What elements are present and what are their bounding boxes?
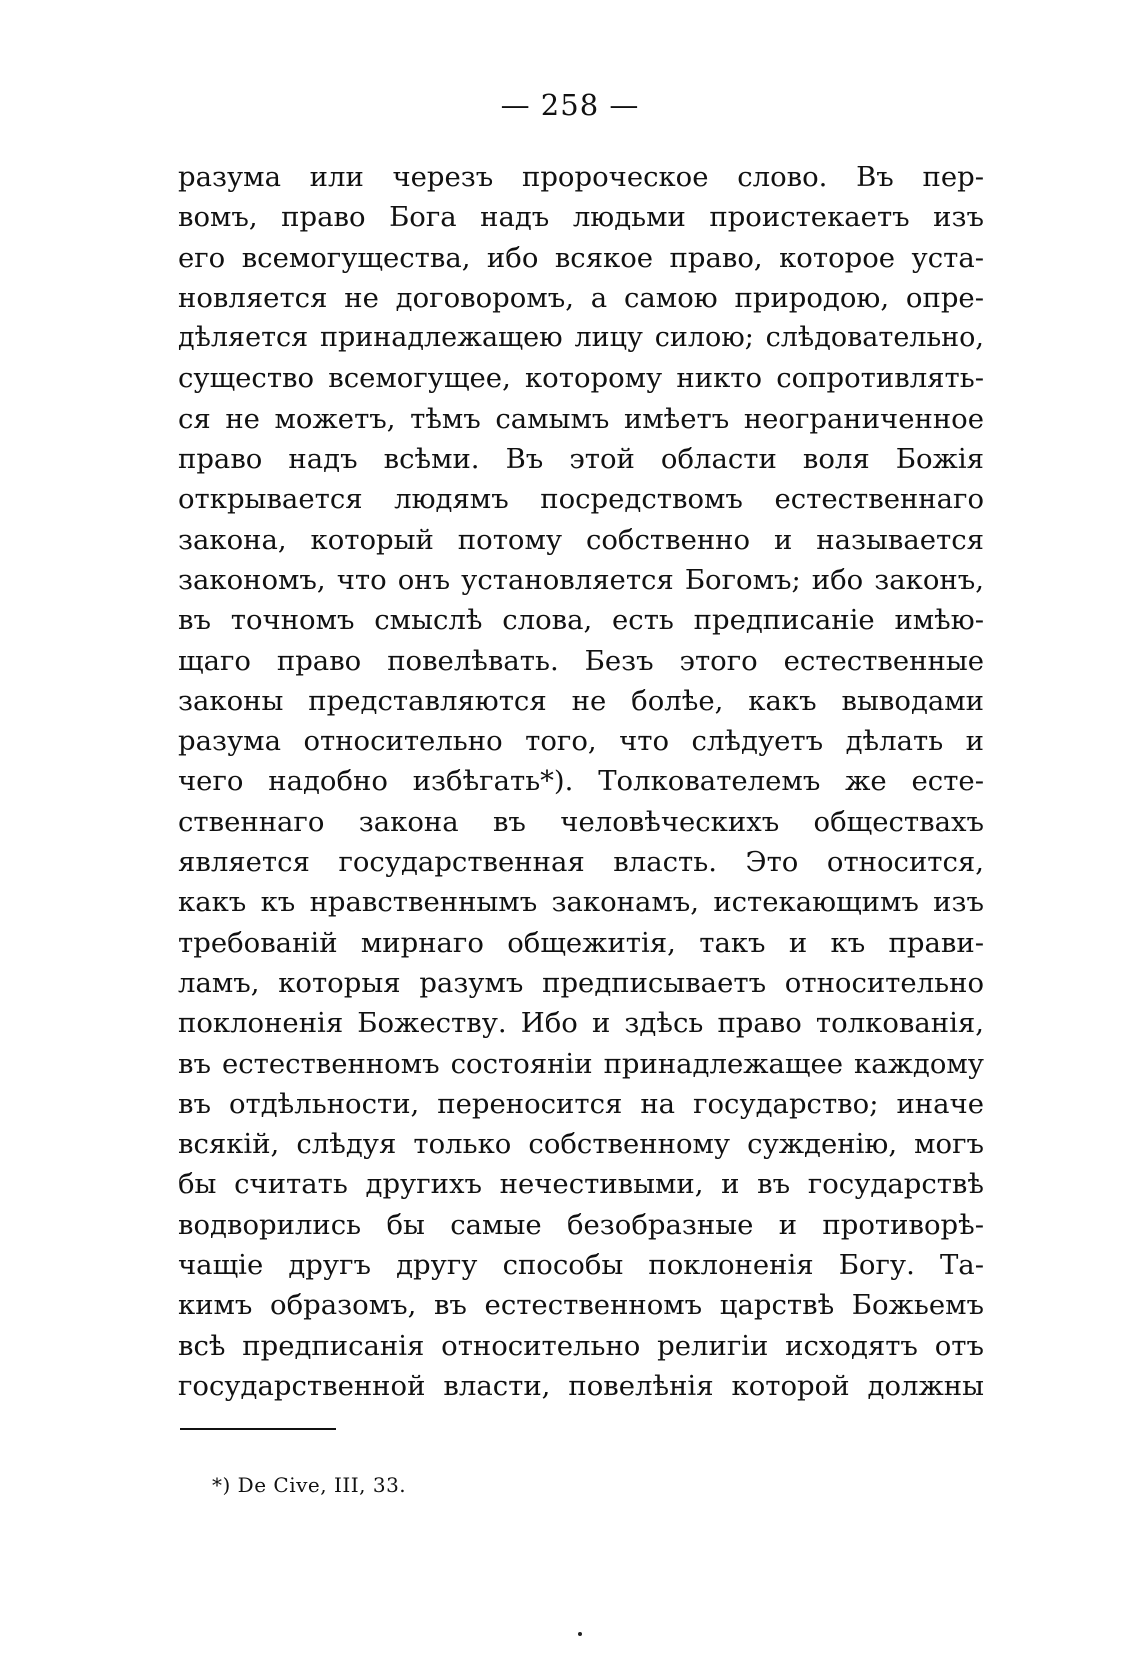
text-line: какъ къ нравственнымъ законамъ, истекающимъ изъ	[178, 886, 984, 919]
text-line: ламъ, которыя разумъ предписываетъ относительно	[178, 966, 984, 999]
text-line: въ естественномъ состояніи принадлежащее каждому	[178, 1047, 984, 1080]
text-line: въ точномъ смыслѣ слова, есть предписаніе имѣю-	[178, 604, 984, 637]
text-line: поклоненія Божеству. Ибо и здѣсь право толкованія,	[178, 1007, 984, 1040]
print-speck	[578, 1632, 582, 1636]
text-line: законы представляются не болѣе, какъ выводами	[178, 684, 984, 717]
text-line: щаго право повелѣвать. Безъ этого естественные	[178, 644, 984, 677]
text-line: право надъ всѣми. Въ этой области воля Божія	[178, 443, 984, 476]
text-line: чащіе другъ другу способы поклоненія Богу. Та-	[178, 1249, 984, 1282]
text-line: чего надобно избѣгать*). Толкователемъ же есте-	[178, 765, 984, 798]
text-line: разума относительно того, что слѣдуетъ дѣлать и	[178, 725, 984, 758]
text-line: дѣляется принадлежащею лицу силою; слѣдовательно,	[178, 322, 984, 354]
text-line: открывается людямъ посредствомъ естественнаго	[178, 483, 984, 516]
text-line: ся не можетъ, тѣмъ самымъ имѣетъ неограниченное	[178, 402, 984, 435]
text-line: новляется не договоромъ, а самою природою, опре-	[178, 281, 984, 314]
footnote-divider	[180, 1428, 336, 1430]
text-line: ственнаго закона въ человѣческихъ обществахъ	[178, 805, 984, 838]
text-line: государственной власти, повелѣнія которой должны	[178, 1369, 984, 1402]
text-line: закономъ, что онъ установляется Богомъ; ибо законъ,	[178, 563, 984, 596]
text-line: всякій, слѣдуя только собственному сужденію, могъ	[178, 1128, 984, 1161]
text-line: вомъ, право Бога надъ людьми проистекаетъ изъ	[178, 201, 984, 234]
page-number: — 258 —	[500, 88, 640, 122]
text-line: разума или черезъ пророческое слово. Въ пер-	[178, 161, 984, 193]
text-line: закона, который потому собственно и называется	[178, 523, 984, 556]
text-line: требованій мирнаго общежитія, такъ и къ прави-	[178, 926, 984, 959]
text-line: является государственная власть. Это относится,	[178, 846, 984, 879]
footnote: *) De Cive, III, 33.	[212, 1473, 407, 1497]
body-text	[178, 157, 984, 1406]
text-line: всѣ предписанія относительно религіи исходятъ отъ	[178, 1329, 984, 1362]
text-line: въ отдѣльности, переносится на государство; иначе	[178, 1087, 984, 1120]
text-line: существо всемогущее, которому никто сопротивлять-	[178, 362, 984, 395]
text-line: кимъ образомъ, въ естественномъ царствѣ Божьемъ	[178, 1289, 984, 1322]
text-line: его всемогущества, ибо всякое право, которое уста-	[178, 241, 984, 274]
text-line: водворились бы самые безобразные и противорѣ-	[178, 1208, 984, 1241]
text-line: бы считать другихъ нечестивыми, и въ государствѣ	[178, 1168, 984, 1201]
